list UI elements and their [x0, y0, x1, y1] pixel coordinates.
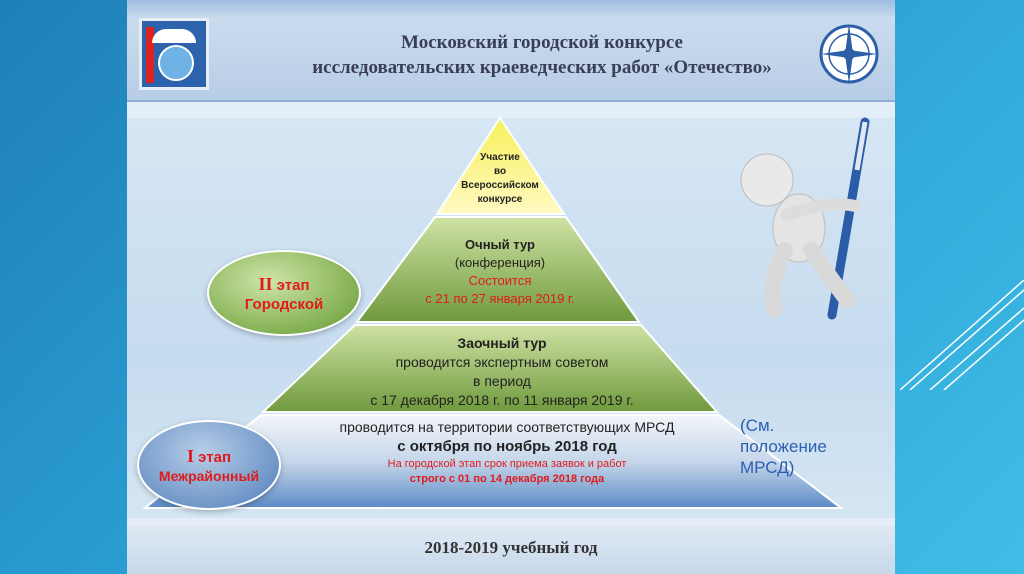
- base-note-1: На городской этап срок приема заявок и работ: [387, 458, 627, 470]
- correspondence-dates: с 17 декабря 2018 г. по 11 января 2019 г.: [370, 392, 634, 408]
- decorative-stripes: [900, 280, 1024, 390]
- correspondence-tier-text: [337, 334, 667, 410]
- base-line-1: проводится на территории соответствующих МРСД: [339, 419, 675, 435]
- base-note-2: строго с 01 по 14 декабря 2018 года: [409, 473, 605, 485]
- stage-district-word: этап: [198, 449, 232, 466]
- top-line-1: Участие: [480, 152, 520, 163]
- stage-city-word: этап: [276, 276, 310, 294]
- fulltime-dates: с 21 по 27 января 2019 г.: [425, 291, 575, 306]
- stage-city-badge: [207, 250, 361, 336]
- title-line-2: исследовательских краеведческих работ «Отечество»: [312, 57, 772, 78]
- title-line-1: Московский городской конкурсе: [401, 32, 683, 53]
- school-year: 2018-2019 учебный год: [424, 538, 598, 557]
- side-note-line-2: положение: [740, 437, 827, 456]
- correspondence-line-1: проводится экспертным советом: [395, 354, 609, 370]
- slide: [127, 0, 895, 574]
- fulltime-title: Очный тур: [465, 237, 535, 252]
- stage-district-name: Межрайонный: [158, 468, 260, 484]
- page-title: [307, 30, 777, 80]
- correspondence-title: Заочный тур: [457, 335, 547, 351]
- side-note-line-3: МРСД): [740, 458, 795, 477]
- fulltime-status: Состоится: [468, 273, 532, 288]
- top-line-2: во: [493, 166, 507, 177]
- fulltime-tier-text: [370, 236, 630, 308]
- figure-with-pen-icon: [707, 110, 887, 325]
- education-logo-icon: [139, 18, 209, 90]
- top-tier-text: [440, 151, 560, 207]
- stage-city-number: II: [258, 273, 273, 294]
- fulltime-subtitle: (конференция): [454, 255, 546, 270]
- stage-city-name: Городской: [244, 295, 324, 313]
- compass-emblem-icon: [817, 18, 881, 88]
- base-line-2: с октября по ноябрь 2018 год: [397, 438, 617, 455]
- top-line-3: Всероссийском: [461, 180, 539, 191]
- top-line-4: конкурсе: [477, 194, 523, 205]
- side-note-line-1: (См.: [740, 416, 775, 435]
- stage-district-number: I: [186, 446, 194, 466]
- base-tier-text: [287, 418, 727, 487]
- side-note: [740, 415, 870, 478]
- correspondence-line-2: в период: [473, 373, 531, 389]
- stage-district-badge: [137, 420, 281, 510]
